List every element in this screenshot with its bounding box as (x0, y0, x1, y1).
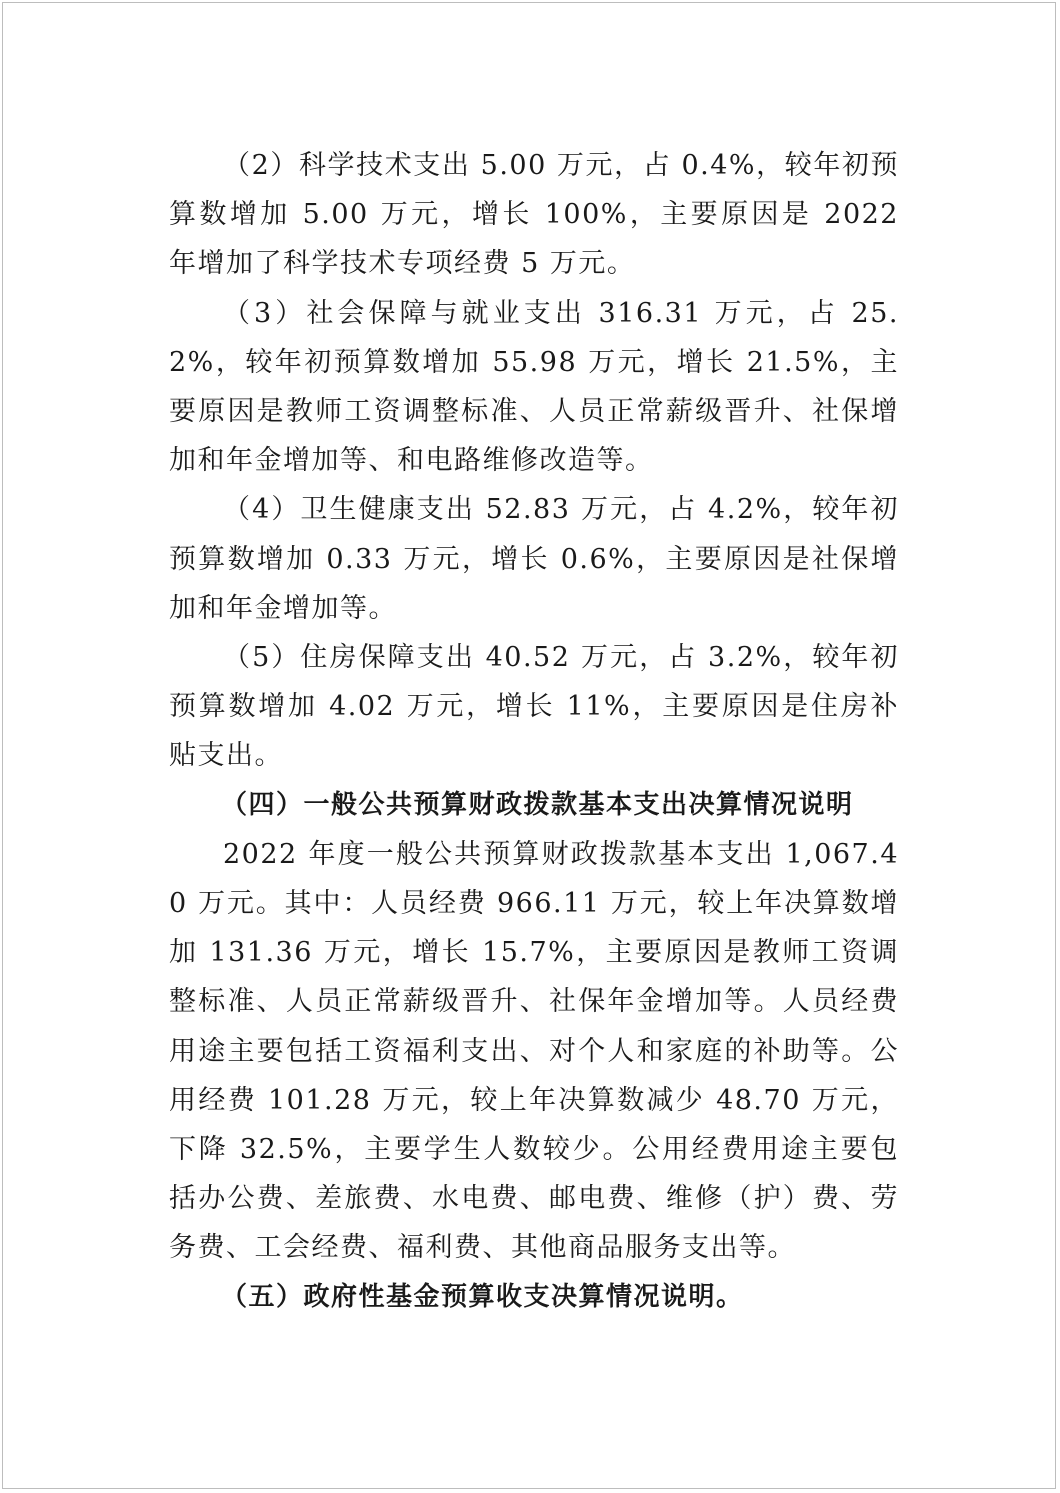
document-body (169, 141, 899, 1322)
paragraph-science-tech-expenditure: （2）科学技术支出 5.00 万元，占 0.4%，较年初预算数增加 5.00 万元，增长 100%，主要原因是 2022 年增加了科学技术专项经费 5 万元。 (169, 150, 899, 280)
paragraph-health-expenditure: （4）卫生健康支出 52.83 万元，占 4.2%，较年初预算数增加 0.33 万元，增长 0.6%，主要原因是社保增加和年金增加等。 (169, 494, 899, 624)
section-heading-government-fund: （五）政府性基金预算收支决算情况说明。 (221, 1281, 744, 1312)
paragraph-housing-expenditure: （5）住房保障支出 40.52 万元，占 3.2%，较年初预算数增加 4.02 万元，增长 11%，主要原因是住房补贴支出。 (169, 642, 899, 772)
section-heading-basic-expenditure: （四）一般公共预算财政拨款基本支出决算情况说明 (221, 789, 854, 820)
document-page (2, 2, 1056, 1489)
paragraph-basic-expenditure-details: 2022 年度一般公共预算财政拨款基本支出 1,067.40 万元。其中：人员经费 966.11 万元，较上年决算数增加 131.36 万元，增长 15.7%，主要原因是教师工资调整标准、人员正常薪级晋升、社保年金增加等。人员经费用途主要包括工资福利支出、对个人和家庭的补助等。公用经费 101.28 万元，较上年决算数减少 48.70 万元，下降 32.5%，主要学生人数较少。公用经费用途主要包括办公费、差旅费、水电费、邮电费、维修（护）费、劳务费、工会经费、福利费、其他商品服务支出等。 (169, 838, 899, 1264)
paragraph-social-security-expenditure: （3）社会保障与就业支出 316.31 万元，占 25.2%，较年初预算数增加 55.98 万元，增长 21.5%，主要原因是教师工资调整标准、人员正常薪级晋升、社保增加和年金增加等、和电路维修改造等。 (169, 297, 899, 477)
